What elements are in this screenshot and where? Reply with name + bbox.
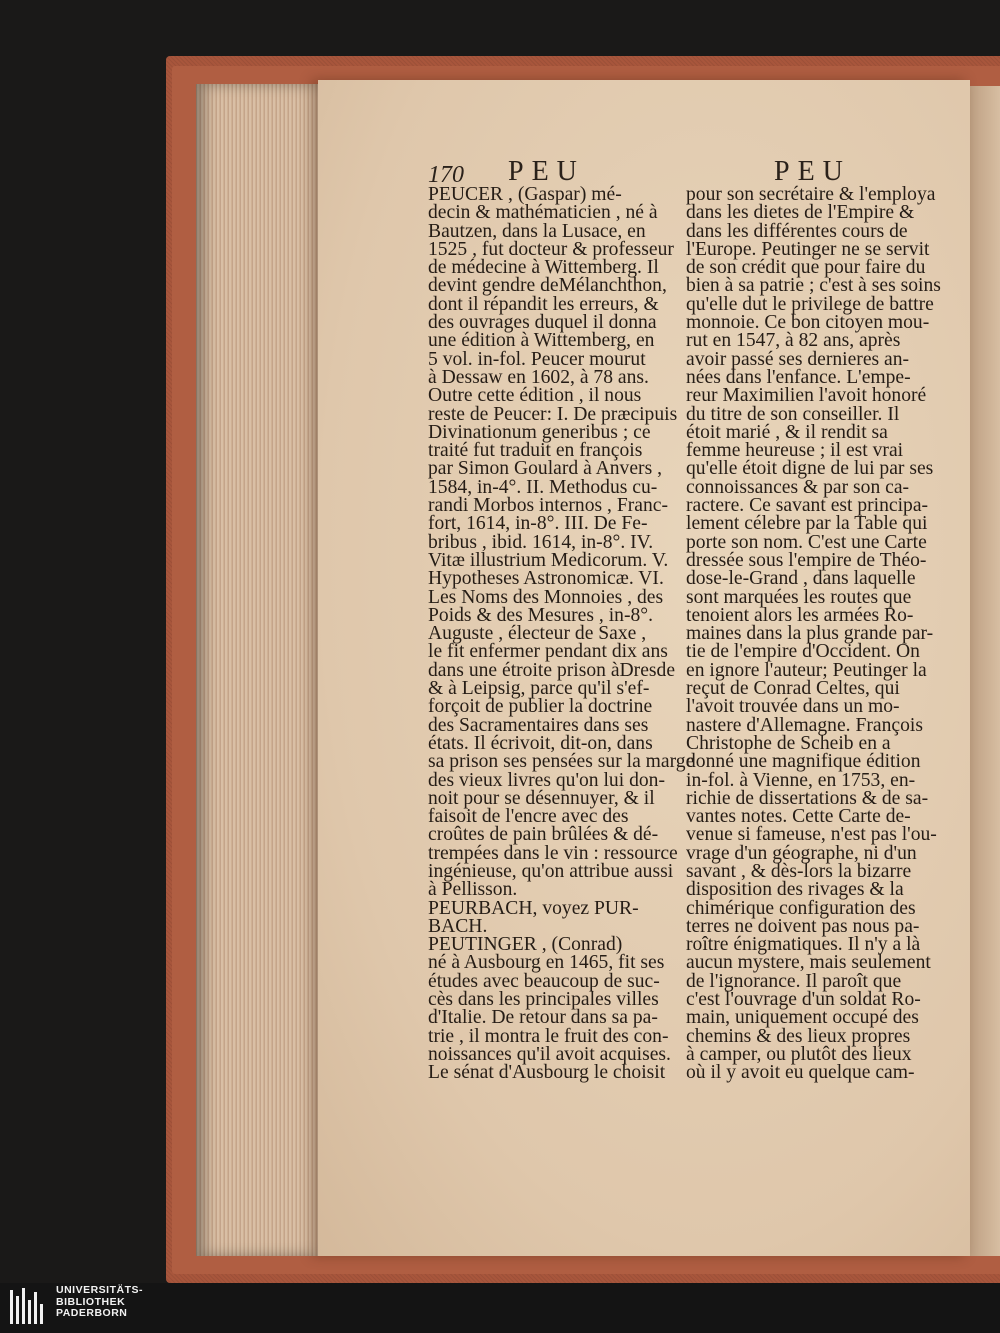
library-footer	[0, 1283, 1000, 1333]
text-line: dressée sous l'empire de Théo-	[686, 549, 927, 571]
text-line: croûtes de pain brûlées & dé-	[428, 824, 659, 846]
text-line: bien à sa patrie ; c'est à ses soins	[686, 275, 941, 297]
text-line: venue si fameuse, n'est pas l'ou-	[686, 824, 937, 846]
text-line: vantes notes. Cette Carte de-	[686, 806, 911, 828]
text-line: avoir passé ses dernieres an-	[686, 348, 910, 370]
text-line: des Sacramentaires dans ses	[428, 714, 649, 736]
text-line: noissances qu'il avoit acquises.	[428, 1043, 671, 1065]
text-line: trie , il montra le fruit des con-	[428, 1025, 669, 1047]
text-line: forçoit de publier la doctrine	[428, 696, 653, 718]
text-line: Les Noms des Monnoies , des	[428, 586, 664, 608]
text-line: savant , & dès-lors la bizarre	[686, 860, 912, 882]
text-line: BACH.	[428, 915, 488, 937]
text-line: Outre cette édition , il nous	[428, 385, 642, 407]
text-line: 1525 , fut docteur & professeur	[428, 238, 674, 260]
text-line: cès dans les principales villes	[428, 989, 659, 1011]
text-line: bribus , ibid. 1614, in-8°. IV.	[428, 531, 654, 553]
text-line: faisoit de l'encre avec des	[428, 806, 629, 828]
text-line: reste de Peucer: I. De præcipuis	[428, 403, 678, 425]
logo-line-1: UNIVERSITÄTS-	[56, 1284, 144, 1296]
text-line: main, uniquement occupé des	[686, 1007, 919, 1029]
text-line: vrage d'un géographe, ni d'un	[686, 842, 917, 864]
text-line: dose-le-Grand , dans laquelle	[686, 568, 916, 590]
library-logo-text	[56, 1285, 143, 1320]
text-line: nées dans l'enfance. L'empe-	[686, 366, 911, 388]
text-line: terres ne doivent pas nous pa-	[686, 915, 920, 937]
text-line: Le sénat d'Ausbourg le choisit	[428, 1062, 666, 1084]
text-line: l'Europe. Peutinger ne se servit	[686, 238, 930, 260]
text-line: donné une magnifique édition	[686, 751, 921, 773]
text-line: porte son nom. C'est une Carte	[686, 531, 927, 553]
headword-left: PEU	[508, 156, 585, 187]
text-line: PEURBACH, voyez PUR-	[428, 897, 639, 919]
logo-line-3: PADERBORN	[56, 1307, 128, 1319]
text-line: randi Morbos internos , Franc-	[428, 495, 668, 517]
text-line: chimérique configuration des	[686, 897, 916, 919]
text-line: tie de l'empire d'Occident. On	[686, 641, 920, 663]
text-line: PEUTINGER , (Conrad)	[428, 934, 623, 956]
text-line: dont il répandit les erreurs, &	[428, 293, 659, 315]
text-line: PEUCER , (Gaspar) mé-	[428, 184, 622, 205]
text-line: à camper, ou plutôt des lieux	[686, 1043, 912, 1065]
text-line: Vitæ illustrium Medicorum. V.	[428, 549, 669, 571]
text-line: reçut de Conrad Celtes, qui	[686, 678, 900, 700]
text-line: ractere. Ce savant est principa-	[686, 495, 929, 517]
text-line: d'Italie. De retour dans sa pa-	[428, 1007, 658, 1029]
text-line: maines dans la plus grande par-	[686, 623, 934, 645]
text-column-left	[428, 184, 695, 1084]
text-line: états. Il écrivoit, dit-on, dans	[428, 732, 653, 754]
text-line: fort, 1614, in-8°. III. De Fe-	[428, 513, 648, 535]
text-line: Christophe de Scheib en a	[686, 732, 891, 754]
text-line: 5 vol. in-fol. Peucer mourut	[428, 348, 646, 370]
text-line: à Pellisson.	[428, 879, 518, 901]
text-line: sont marquées les routes que	[686, 586, 912, 608]
text-line: de son crédit que pour faire du	[686, 257, 926, 279]
text-line: à Dessaw en 1602, à 78 ans.	[428, 366, 649, 388]
text-line: devint gendre deMélanchthon,	[428, 275, 667, 297]
text-line: chemins & des lieux propres	[686, 1025, 911, 1047]
page-stack-edge	[196, 84, 326, 1256]
text-line: des vieux livres qu'on lui don-	[428, 769, 665, 791]
text-line: lement célebre par la Table qui	[686, 513, 928, 535]
library-logo-icon	[8, 1286, 48, 1328]
text-line: étoit marié , & il rendit sa	[686, 421, 888, 443]
text-line: Hypotheses Astronomicæ. VI.	[428, 568, 664, 590]
text-line: par Simon Goulard à Anvers ,	[428, 458, 662, 480]
text-line: 1584, in-4°. II. Methodus cu-	[428, 476, 658, 498]
text-line: Bautzen, dans la Lusace, en	[428, 220, 646, 242]
text-line: en ignore l'auteur; Peutinger la	[686, 659, 927, 681]
text-line: l'avoit trouvée dans un mo-	[686, 696, 900, 718]
text-column-right	[686, 184, 941, 1084]
text-line: c'est l'ouvrage d'un soldat Ro-	[686, 989, 921, 1011]
text-line: dans les différentes cours de	[686, 220, 908, 242]
text-line: nastere d'Allemagne. François	[686, 714, 923, 736]
text-line: rut en 1547, à 82 ans, après	[686, 330, 901, 352]
text-line: trempées dans le vin : ressource	[428, 842, 678, 864]
text-line: femme heureuse ; il est vrai	[686, 440, 904, 462]
text-line: monnoie. Ce bon citoyen mou-	[686, 312, 930, 334]
text-line: qu'elle dut le privilege de battre	[686, 293, 934, 315]
text-line: qu'elle étoit digne de lui par ses	[686, 458, 934, 480]
text-line: & à Leipsig, parce qu'il s'ef-	[428, 678, 650, 700]
text-line: ingénieuse, qu'on attribue aussi	[428, 860, 674, 882]
text-line: tenoient alors les armées Ro-	[686, 604, 914, 626]
text-line: aucun mystere, mais seulement	[686, 952, 931, 974]
text-line: Poids & des Mesures , in-8°.	[428, 604, 653, 626]
logo-line-2: BIBLIOTHEK	[56, 1295, 126, 1308]
text-line: roître énigmatiques. Il n'y a là	[686, 934, 921, 956]
text-line: pour son secrétaire & l'employa	[686, 184, 936, 205]
text-line: dans une étroite prison àDresde	[428, 659, 676, 681]
text-line: disposition des rivages & la	[686, 879, 904, 901]
text-line: richie de dissertations & de sa-	[686, 787, 929, 809]
text-line: des ouvrages duquel il donna	[428, 312, 657, 334]
text-line: reur Maximilien l'avoit honoré	[686, 385, 927, 407]
text-line: connoissances & par son ca-	[686, 476, 910, 498]
page-number: 170	[428, 162, 464, 188]
text-line: sa prison ses pensées sur la marge	[428, 751, 695, 773]
text-line: où il y avoit eu quelque cam-	[686, 1062, 915, 1084]
text-line: une édition à Wittemberg, en	[428, 330, 655, 352]
text-line: du titre de son conseiller. Il	[686, 403, 900, 425]
text-line: dans les dietes de l'Empire &	[686, 202, 915, 224]
text-line: Auguste , électeur de Saxe ,	[428, 623, 647, 645]
text-line: de médecine à Wittemberg. Il	[428, 257, 659, 279]
text-line: études avec beaucoup de suc-	[428, 970, 660, 992]
text-line: né à Ausbourg en 1465, fit ses	[428, 952, 665, 974]
text-line: in-fol. à Vienne, en 1753, en-	[686, 769, 916, 791]
headword-right: PEU	[774, 156, 851, 187]
text-line: de l'ignorance. Il paroît que	[686, 970, 902, 992]
text-line: le fit enfermer pendant dix ans	[428, 641, 668, 663]
text-line: noit pour se désennuyer, & il	[428, 787, 655, 809]
text-line: Divinationum generibus ; ce	[428, 421, 651, 443]
text-line: traité fut traduit en françois	[428, 440, 643, 462]
text-line: decin & mathématicien , né à	[428, 202, 658, 224]
